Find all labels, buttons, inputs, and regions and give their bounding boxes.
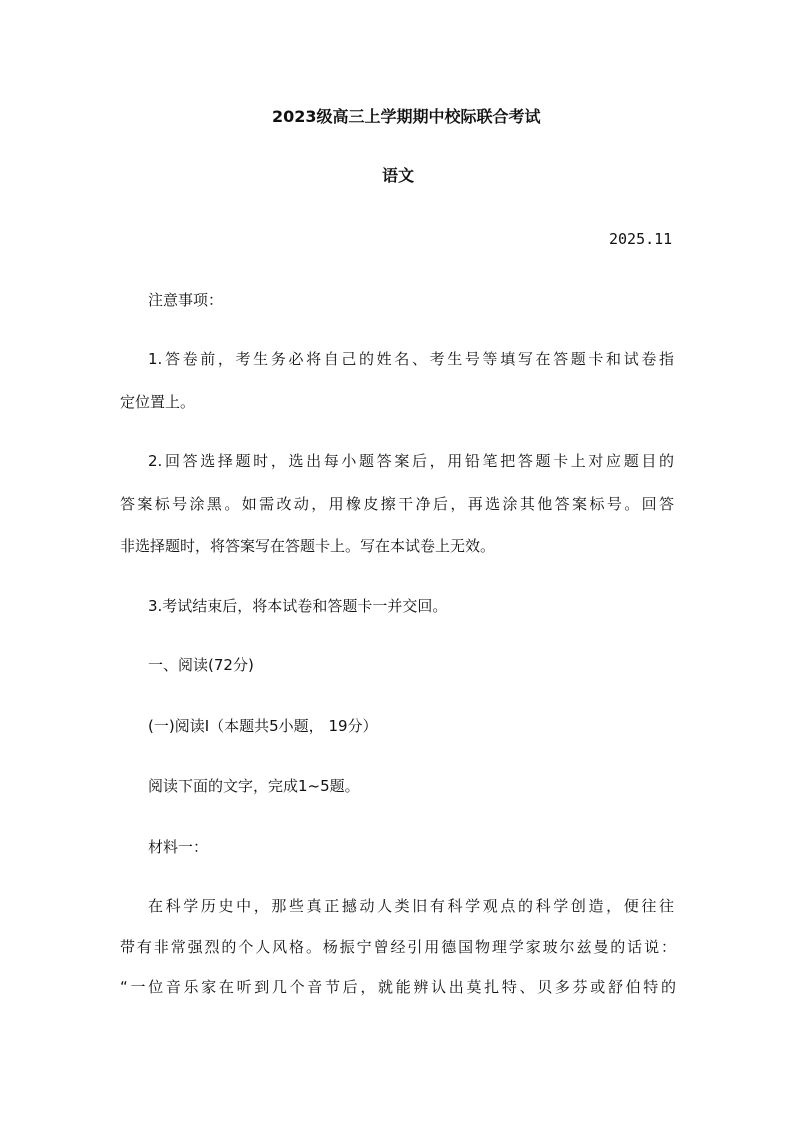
passage-line-2: 带有非常强烈的个人风格。杨振宁曾经引用德国物理学家玻尔兹曼的话说：	[120, 938, 676, 956]
notice-item-2-line-3: 非选择题时，将答案写在答题卡上。写在本试卷上无效。	[120, 537, 496, 555]
notice-item-1-line-2: 定位置上。	[120, 393, 196, 411]
notice-item-2-line-1: 2.回答选择题时，选出每小题答案后，用铅笔把答题卡上对应题目的	[148, 452, 674, 470]
section-heading: 一、阅读(72分)	[148, 656, 254, 674]
exam-title: 2023级高三上学期期中校际联合考试	[272, 107, 541, 126]
notice-item-1-line-1: 1.答卷前，考生务必将自己的姓名、考生号等填写在答题卡和试卷指	[148, 350, 674, 368]
reading-instruction: 阅读下面的文字，完成1~5题。	[148, 777, 360, 795]
material-label: 材料一：	[148, 838, 209, 856]
subsection-heading: (一)阅读Ⅰ（本题共5小题， 19分）	[148, 717, 378, 735]
passage-line-1: 在科学历史中，那些真正撼动人类旧有科学观点的科学创造，便往往	[148, 897, 674, 915]
subject-title: 语文	[382, 166, 415, 185]
exam-date: 2025.11	[609, 230, 673, 248]
passage-line-3: “一位音乐家在听到几个音节后，就能辨认出莫扎特、贝多芬或舒伯特的	[120, 978, 676, 996]
notice-item-3: 3.考试结束后，将本试卷和答题卡一并交回。	[148, 597, 448, 615]
notice-heading: 注意事项：	[148, 291, 224, 309]
notice-item-2-line-2: 答案标号涂黑。如需改动，用橡皮擦干净后，再选涂其他答案标号。回答	[120, 495, 674, 513]
